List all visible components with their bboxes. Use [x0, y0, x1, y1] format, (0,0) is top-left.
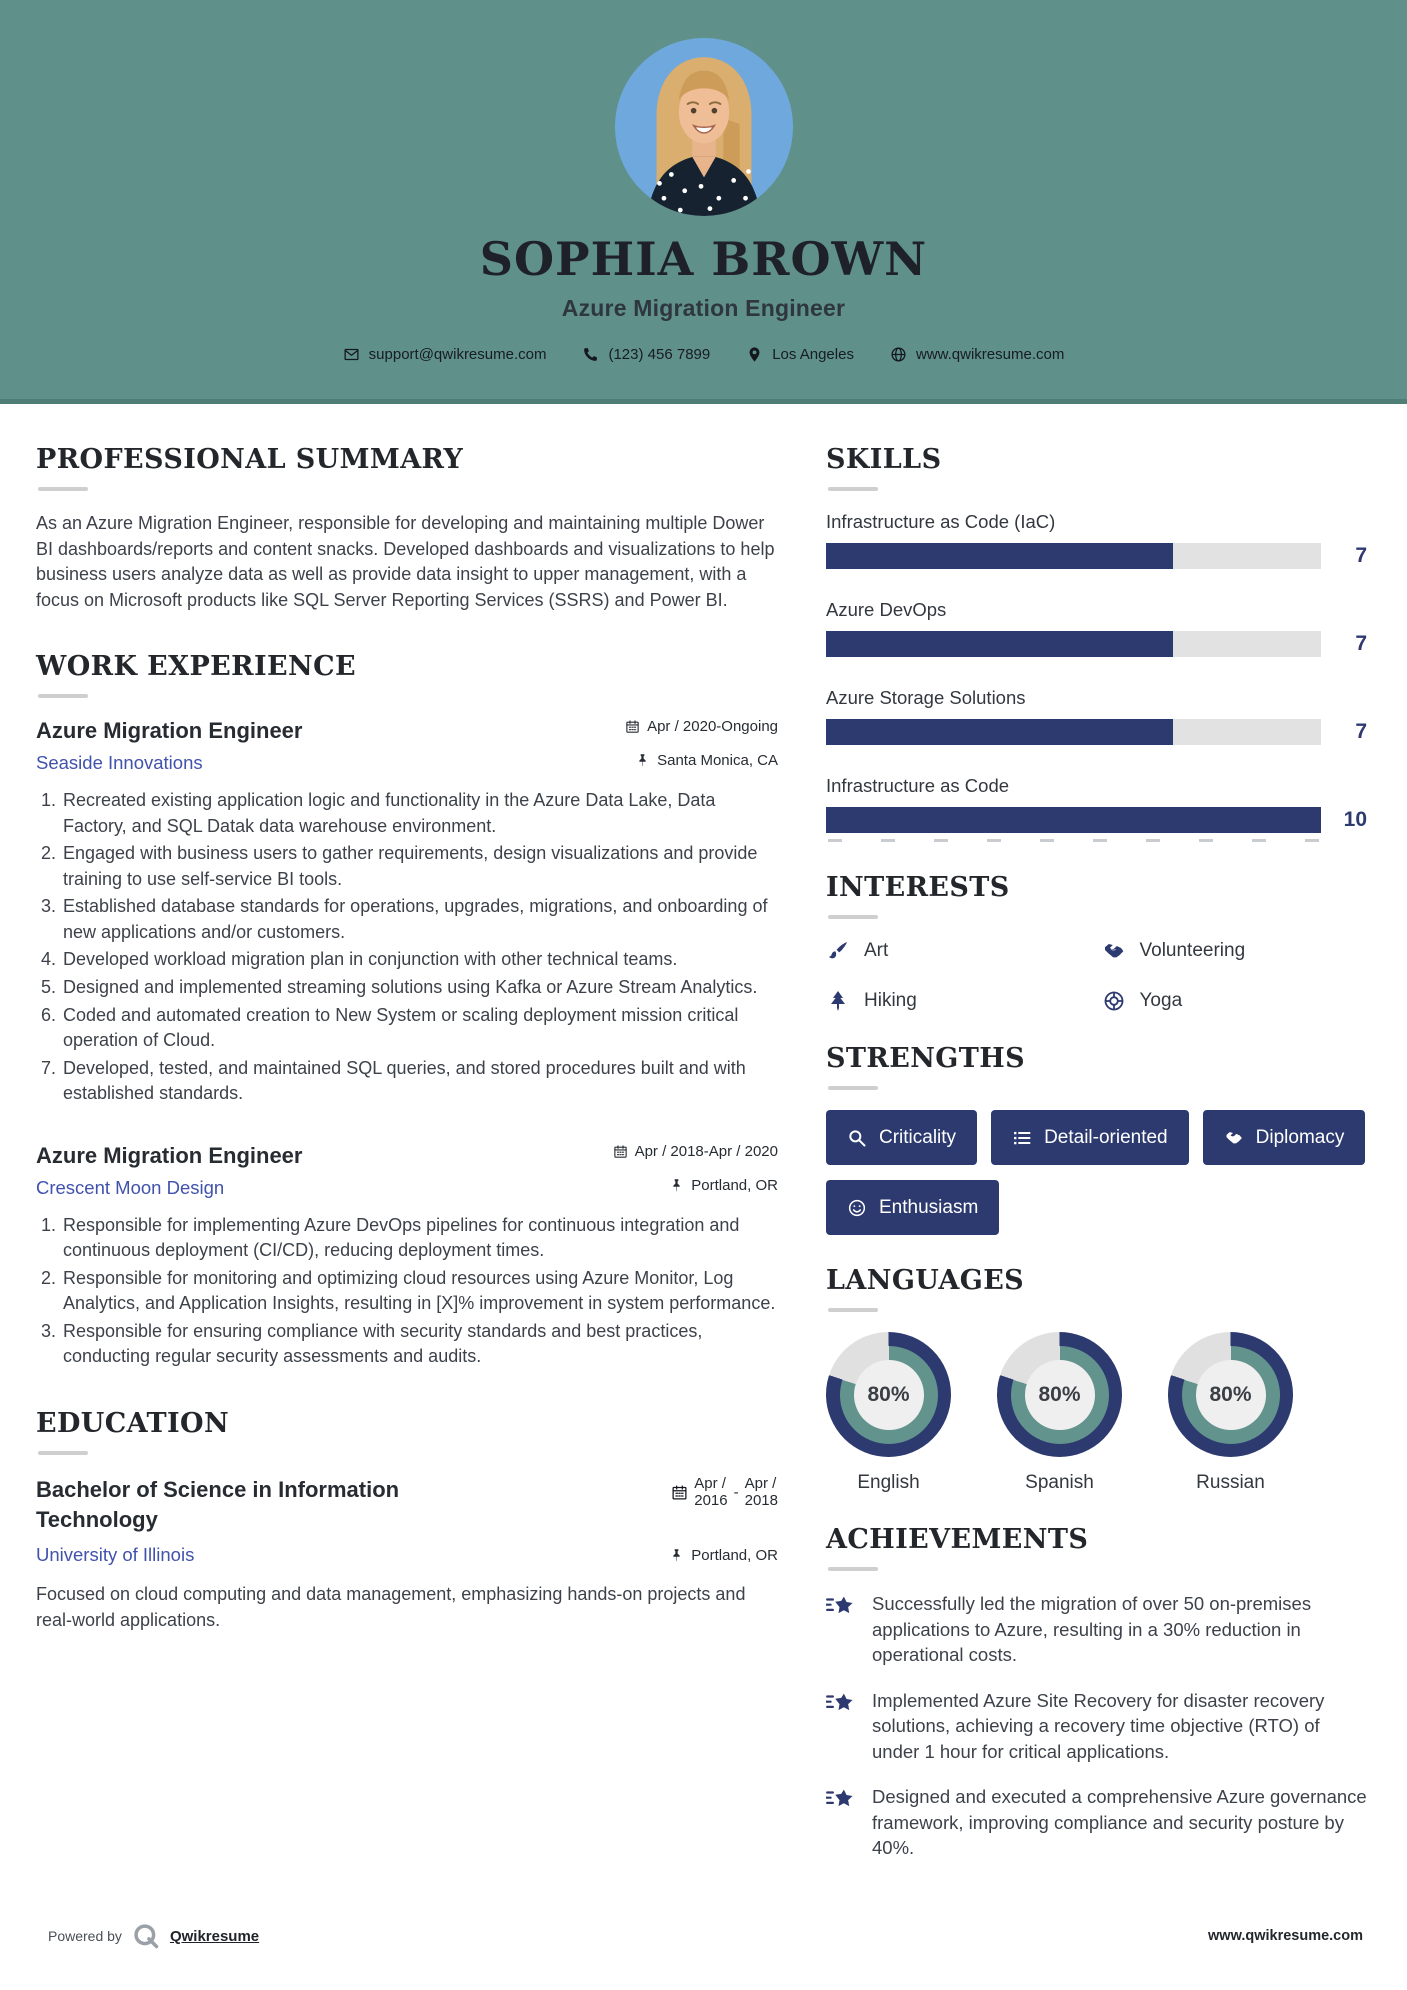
languages-list	[826, 1332, 1367, 1494]
contact-text: support@qwikresume.com	[368, 346, 547, 363]
heading-underline	[38, 1451, 88, 1455]
calendar-icon	[613, 1144, 628, 1159]
date-from-line1: Apr /	[694, 1475, 726, 1493]
tick-mark	[1093, 839, 1107, 842]
skill-value: 7	[1355, 632, 1367, 655]
job-entry	[36, 1143, 778, 1370]
skill-bar	[826, 543, 1367, 569]
language-donut	[1168, 1332, 1293, 1457]
language-donut-inner-ring	[840, 1346, 938, 1444]
handshake-icon	[1102, 939, 1126, 963]
achievement-text: Successfully led the migration of over 50 on-premises applications to Azure, resulting in a 30% reduction in operational costs.	[872, 1593, 1312, 1666]
section-interests	[826, 872, 1367, 1013]
job-head	[36, 1143, 778, 1169]
header	[0, 0, 1407, 404]
qwikresume-link[interactable]: Qwikresume	[169, 1927, 260, 1945]
achievement-item	[826, 1688, 1367, 1765]
strength-pill	[991, 1110, 1189, 1165]
job-location-text: Santa Monica, CA	[657, 752, 778, 770]
language-item	[997, 1332, 1122, 1494]
yoga-icon	[1102, 989, 1126, 1013]
skill-value: 7	[1355, 720, 1367, 743]
section-languages	[826, 1265, 1367, 1494]
skills-list	[826, 511, 1367, 842]
contact-item[interactable]	[582, 346, 710, 363]
language-label: Spanish	[1025, 1472, 1094, 1493]
education-location	[669, 1547, 778, 1564]
language-percent: 80%	[1196, 1360, 1266, 1430]
language-label: Russian	[1196, 1472, 1265, 1493]
section-experience	[36, 651, 778, 1370]
location-icon	[746, 346, 763, 363]
tick-mark	[987, 839, 1001, 842]
job-bullets	[36, 788, 778, 1107]
education-subhead	[36, 1544, 778, 1566]
achievement-item	[826, 1784, 1367, 1861]
company-link[interactable]: Seaside Innovations	[36, 752, 203, 774]
section-education	[36, 1408, 778, 1633]
interest-label: Yoga	[1139, 990, 1183, 1011]
contact-row	[0, 346, 1407, 363]
job-bullet: 1. Responsible for implementing Azure DevOps pipelines for continuous integration and continuous deployment (CI/CD), reducing deployment times.	[61, 1213, 778, 1264]
powered-by	[48, 1922, 259, 1950]
handshake-icon	[1224, 1128, 1244, 1148]
education-head	[36, 1475, 778, 1534]
job-entry	[36, 718, 778, 1107]
skill-label: Infrastructure as Code	[826, 775, 1010, 796]
tick-mark	[1305, 839, 1319, 842]
education-date-to	[745, 1475, 778, 1510]
language-donut	[997, 1332, 1122, 1457]
footer-website: www.qwikresume.com	[1208, 1928, 1363, 1944]
achievement-item	[826, 1591, 1367, 1668]
contact-item[interactable]	[343, 346, 547, 363]
degree: Bachelor of Science in Information Technology	[36, 1477, 400, 1532]
contact-text: Los Angeles	[772, 346, 854, 363]
job-bullet: 2. Responsible for monitoring and optimizing cloud resources using Azure Monitor, Log Analytics, and Application Insights, resulting in [X]% improvement in system performance.	[61, 1266, 778, 1317]
job-dates	[613, 1143, 778, 1160]
strength-label: Diplomacy	[1255, 1126, 1345, 1148]
job-title: Azure Migration Engineer	[36, 718, 303, 744]
skill-bar-track	[826, 807, 1321, 833]
school-link[interactable]: University of Illinois	[36, 1544, 195, 1566]
tick-mark	[1199, 839, 1213, 842]
heading-underline	[828, 1086, 878, 1090]
job-location-text: Portland, OR	[691, 1176, 778, 1194]
calendar-icon	[625, 719, 640, 734]
email-icon	[343, 346, 360, 363]
education-location-text: Portland, OR	[691, 1546, 778, 1564]
skill-label: Infrastructure as Code (IaC)	[826, 511, 1056, 532]
shooting-star-icon	[826, 1689, 856, 1719]
candidate-name: SOPHIA BROWN	[479, 232, 928, 286]
skill-bar-fill	[826, 719, 1173, 745]
skill-bar-fill	[826, 543, 1173, 569]
contact-text: (123) 456 7899	[608, 346, 711, 363]
language-donut-inner-ring	[1011, 1346, 1109, 1444]
job-dates-text: Apr / 2018-Apr / 2020	[634, 1142, 778, 1160]
language-percent: 80%	[1025, 1360, 1095, 1430]
footer	[48, 1922, 1363, 1950]
globe-icon	[890, 346, 907, 363]
section-strengths	[826, 1043, 1367, 1235]
skill-item	[826, 687, 1367, 745]
interests-heading: INTERESTS	[826, 872, 1010, 903]
job-bullet: 6. Coded and automated creation to New System or scaling deployment mission critical operation of Cloud.	[61, 1003, 778, 1054]
tick-mark	[1252, 839, 1266, 842]
date-from-line2: 2016	[694, 1492, 728, 1510]
tick-mark	[828, 839, 842, 842]
shooting-star-icon	[826, 1592, 856, 1622]
job-bullets	[36, 1213, 778, 1370]
calendar-icon	[671, 1484, 688, 1501]
contact-item[interactable]	[890, 346, 1064, 363]
interests-grid	[826, 939, 1367, 1013]
job-dates	[625, 718, 778, 735]
candidate-title: Azure Migration Engineer	[561, 295, 846, 321]
job-bullet: 4. Developed workload migration plan in conjunction with other technical teams.	[61, 947, 778, 973]
qwikresume-logo-icon	[132, 1922, 160, 1950]
language-percent: 80%	[854, 1360, 924, 1430]
date-separator: -	[733, 1483, 739, 1501]
strength-pill	[1203, 1110, 1366, 1165]
powered-by-label: Powered by	[48, 1928, 122, 1944]
skill-bar-fill	[826, 631, 1173, 657]
education-description: Focused on cloud computing and data management, emphasizing hands-on projects and real-world applications.	[36, 1584, 746, 1630]
tick-mark	[1040, 839, 1054, 842]
heading-underline	[828, 915, 878, 919]
achievements-heading: ACHIEVEMENTS	[826, 1524, 1089, 1555]
strengths-list	[826, 1110, 1367, 1235]
phone-icon	[582, 346, 599, 363]
smiley-icon	[847, 1198, 867, 1218]
job-title: Azure Migration Engineer	[36, 1142, 303, 1168]
job-bullet: 7. Developed, tested, and maintained SQL queries, and stored procedures built and with established standards.	[61, 1056, 778, 1107]
skill-label: Azure DevOps	[826, 599, 947, 620]
skill-bar	[826, 631, 1367, 657]
skill-bar-track	[826, 631, 1321, 657]
experience-list	[36, 718, 778, 1370]
skill-bar	[826, 807, 1367, 833]
left-column	[36, 444, 778, 1899]
achievement-text: Implemented Azure Site Recovery for disaster recovery solutions, achieving a recovery time objective (RTO) of under 1 hour for critical applications.	[872, 1689, 1325, 1762]
skill-value: 7	[1355, 544, 1367, 567]
job-location	[669, 1177, 778, 1194]
interest-item	[1102, 989, 1368, 1013]
contact-item[interactable]	[746, 346, 854, 363]
skill-label: Azure Storage Solutions	[826, 687, 1026, 708]
achievements-list	[826, 1591, 1367, 1861]
job-bullet: 3. Responsible for ensuring compliance with security standards and best practices, conducting regular security assessments and audits.	[61, 1319, 778, 1370]
job-bullet: 1. Recreated existing application logic and functionality in the Azure Data Lake, Data Factory, and SQL Datak data warehouse environment.	[61, 788, 778, 839]
company-link[interactable]: Crescent Moon Design	[36, 1176, 225, 1198]
language-donut	[826, 1332, 951, 1457]
main-content	[0, 404, 1407, 1899]
profile-photo	[615, 38, 793, 216]
magnifier-icon	[847, 1128, 867, 1148]
strengths-heading: STRENGTHS	[826, 1043, 1026, 1074]
skill-value: 10	[1343, 808, 1367, 831]
language-donut-inner-ring	[1182, 1346, 1280, 1444]
tree-icon	[826, 989, 850, 1013]
section-skills	[826, 444, 1367, 842]
heading-underline	[828, 487, 878, 491]
skill-ticks	[826, 833, 1367, 842]
skills-heading: SKILLS	[826, 444, 942, 475]
section-summary	[36, 444, 778, 613]
contact-text: www.qwikresume.com	[915, 346, 1065, 363]
achievement-text: Designed and executed a comprehensive Azure governance framework, improving compliance and security posture by 40%.	[872, 1786, 1367, 1859]
education-date-from	[694, 1475, 727, 1510]
pushpin-icon	[635, 753, 650, 768]
skill-bar	[826, 719, 1367, 745]
tick-mark	[934, 839, 948, 842]
strength-pill	[826, 1110, 977, 1165]
job-location	[635, 752, 778, 769]
heading-underline	[828, 1567, 878, 1571]
summary-text: As an Azure Migration Engineer, responsible for developing and maintaining multiple Dower BI dashboards/reports and content snacks. Developed dashboards and visualizations to help business users analyze data as well as provide data insight to upper management, with a focus on Microsoft products like SQL Server Reporting Services (SSRS) and Power BI.	[36, 513, 775, 610]
heading-underline	[38, 694, 88, 698]
skill-item	[826, 511, 1367, 569]
date-to-line2: 2018	[744, 1492, 778, 1510]
interest-label: Volunteering	[1139, 940, 1246, 961]
interest-label: Art	[864, 940, 889, 961]
language-label: English	[857, 1472, 920, 1493]
strength-label: Detail-oriented	[1044, 1126, 1168, 1148]
pushpin-icon	[669, 1178, 684, 1193]
job-dates-text: Apr / 2020-Ongoing	[647, 718, 778, 736]
skill-bar-track	[826, 719, 1321, 745]
paintbrush-icon	[826, 939, 850, 963]
interest-item	[1102, 939, 1368, 963]
tick-mark	[1146, 839, 1160, 842]
list-icon	[1012, 1128, 1032, 1148]
experience-heading: WORK EXPERIENCE	[36, 651, 356, 683]
pushpin-icon	[669, 1548, 684, 1563]
skill-item	[826, 599, 1367, 657]
shooting-star-icon	[826, 1785, 856, 1815]
summary-heading: PROFESSIONAL SUMMARY	[36, 444, 464, 475]
education-heading: EDUCATION	[36, 1408, 230, 1440]
interest-item	[826, 989, 1092, 1013]
strength-label: Enthusiasm	[879, 1196, 979, 1218]
job-subhead	[36, 1177, 778, 1199]
tick-mark	[881, 839, 895, 842]
education-dates	[671, 1475, 778, 1510]
heading-underline	[38, 487, 88, 491]
date-to-line1: Apr /	[744, 1475, 777, 1493]
job-bullet: 2. Engaged with business users to gather requirements, design visualizations and provide training to use self-service BI tools.	[61, 841, 778, 892]
strength-label: Criticality	[879, 1126, 957, 1148]
languages-heading: LANGUAGES	[826, 1265, 1025, 1296]
job-bullet: 5. Designed and implemented streaming solutions using Kafka or Azure Stream Analytics.	[61, 975, 778, 1001]
job-bullet: 3. Established database standards for operations, upgrades, migrations, and onboarding of new applications and/or customers.	[61, 894, 778, 945]
interest-label: Hiking	[864, 990, 917, 1011]
section-achievements	[826, 1524, 1367, 1861]
skill-item	[826, 775, 1367, 842]
language-item	[826, 1332, 951, 1494]
language-item	[1168, 1332, 1293, 1494]
strength-pill	[826, 1180, 999, 1235]
portrait-illustration	[615, 38, 793, 216]
heading-underline	[828, 1308, 878, 1312]
job-head	[36, 718, 778, 744]
job-subhead	[36, 752, 778, 774]
interest-item	[826, 939, 1092, 963]
right-column	[826, 444, 1367, 1899]
skill-bar-fill	[826, 807, 1321, 833]
skill-bar-track	[826, 543, 1321, 569]
